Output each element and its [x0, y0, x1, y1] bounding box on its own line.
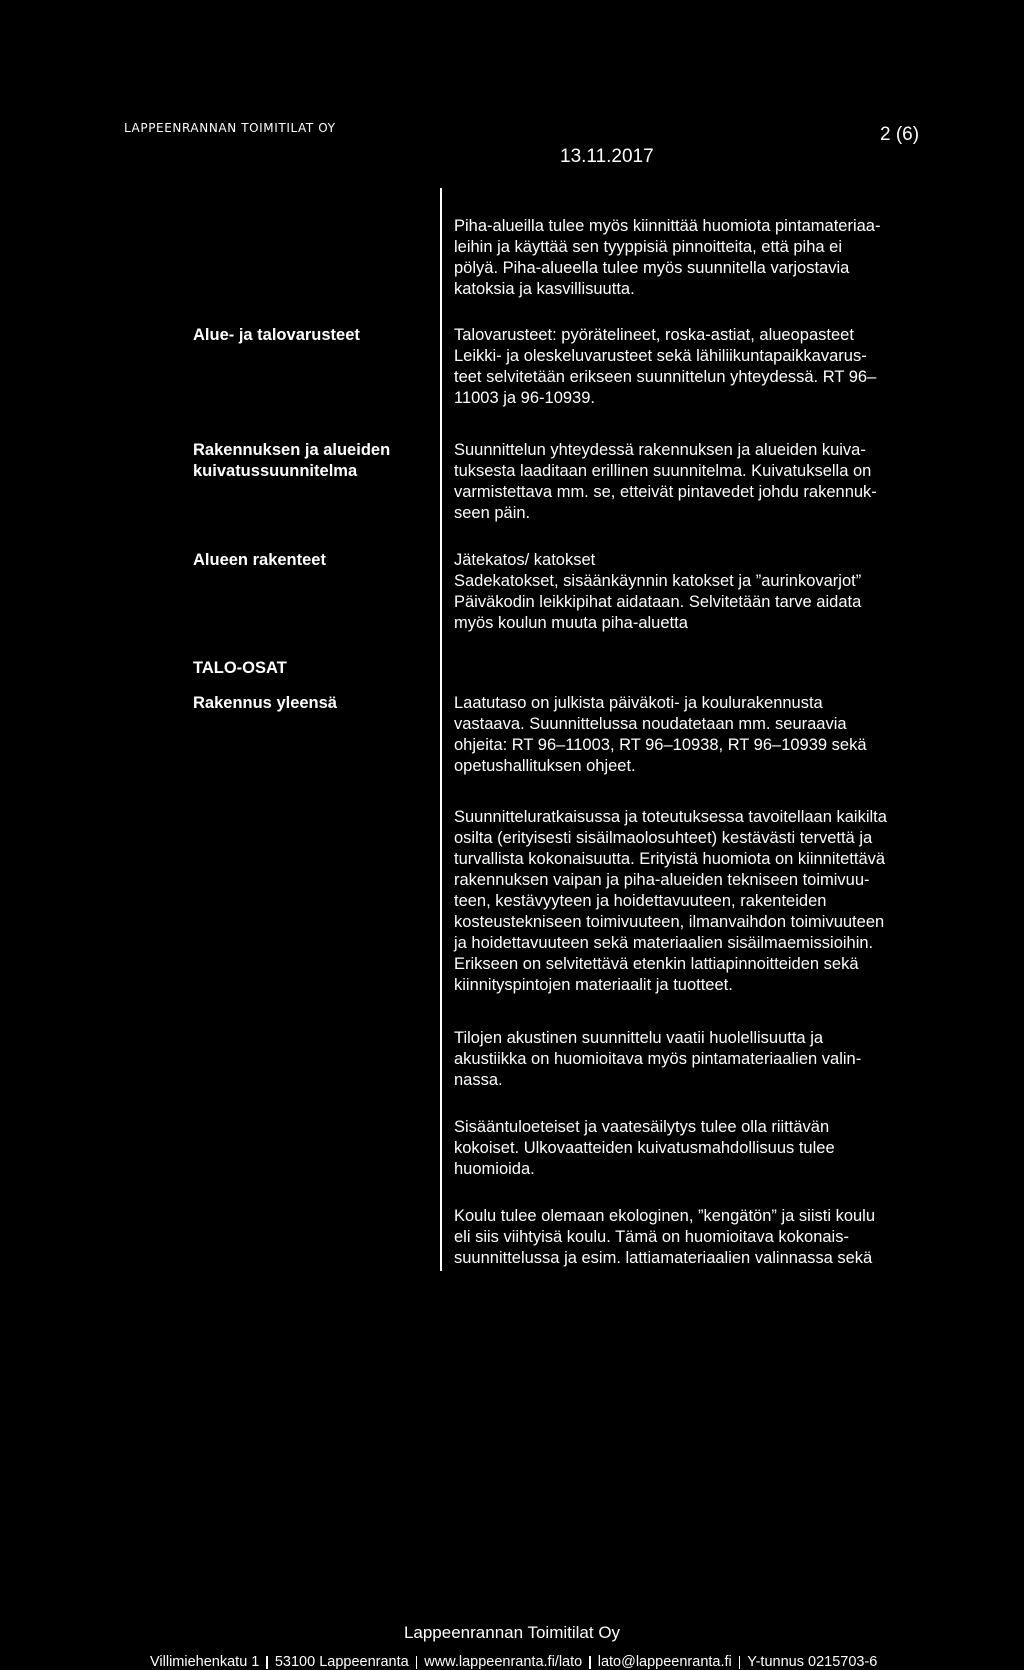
label-alueen-rakenteet: Alueen rakenteet	[193, 551, 326, 569]
label-kuivatussuunnitelma: Rakennuksen ja alueiden kuivatussuunnitelma	[193, 441, 391, 480]
paragraph-piha-alueet: Piha-alueilla tulee myös kiinnittää huomiota pintamateriaa- leihin ja käyttää sen tyyppisiä pinnoitteita, että piha ei pölyä. Piha-alueella tulee myös suunnitella varjostavia katoksia ja kasvillisuutta.	[454, 217, 881, 298]
paragraph-kuivatus: Suunnittelun yhteydessä rakennuksen ja alueiden kuiva- tuksesta laaditaan erillinen suunnitelma. Kuivatuksella on varmistettava mm. se, etteivät pintavedet johdu rakennuk- seen päin.	[454, 441, 877, 522]
paragraph-sisaantuloeteiset: Sisääntuloeteiset ja vaatesäilytys tulee olla riittävän kokoiset. Ulkovaatteiden kuivatusmahdollisuus tulee huomioida.	[454, 1118, 835, 1178]
label-alue-ja-talovarusteet: Alue- ja talovarusteet	[193, 326, 360, 344]
footer-email-link[interactable]: lato@lappeenranta.fi	[597, 1654, 732, 1670]
footer-separator	[416, 1656, 418, 1669]
footer-postal: 53100 Lappeenranta	[274, 1654, 409, 1670]
document-date: 13.11.2017	[560, 146, 654, 167]
label-rakennus-yleensa: Rakennus yleensä	[193, 694, 337, 712]
page-number: 2 (6)	[880, 124, 920, 145]
paragraph-suunnitteluratkaisu: Suunnitteluratkaisussa ja toteutuksessa tavoitellaan kaikilta osilta (erityisesti sisäilmaolosuhteet) kestävästi tervettä ja turvallista kokonaisuutta. Erityistä huomiota on kiinnitettävä rakennuksen vaipan ja piha-alueiden tekniseen toimivuu- teen, kestävyyteen ja hoidettavuuteen, rakenteiden kosteustekniseen toimivuuteen, ilmanvaihdon toimivuuteen ja hoidettavuuteen sekä materiaalien sisäilmaemissioihin. Erikseen on selvitettävä etenkin lattiapinnoitteiden sekä kiinnityspintojen materiaalit ja tuotteet.	[454, 808, 887, 994]
paragraph-akustiikka: Tilojen akustinen suunnittelu vaatii huolellisuutta ja akustiikka on huomioitava myös pintamateriaalien valin- nassa.	[454, 1029, 862, 1089]
footer-address: Villimiehenkatu 1	[150, 1654, 260, 1670]
paragraph-alueen-rakenteet: Jätekatos/ katokset Sadekatokset, sisäänkäynnin katokset ja ”aurinkovarjot” Päiväkodin leikkipihat aidataan. Selvitetään tarve aidata myös koulun muuta piha-aluetta	[454, 551, 862, 632]
footer-separator	[739, 1656, 741, 1669]
footer-company: Lappeenrannan Toimitilat Oy	[403, 1623, 621, 1642]
paragraph-laatutaso: Laatutaso on julkista päiväkoti- ja koulurakennusta vastaava. Suunnittelussa noudatetaan mm. seuraavia ohjeita: RT 96–11003, RT 96–10938, RT 96–10939 sekä opetushallituksen ohjeet.	[454, 694, 867, 775]
label-talo-osat: TALO-OSAT	[193, 659, 287, 677]
footer-contacts	[150, 1654, 877, 1670]
company-header: LAPPEENRANNAN TOIMITILAT OY	[124, 121, 336, 135]
footer-business-id: Y-tunnus 0215703-6	[747, 1654, 878, 1670]
footer-website-link[interactable]: www.lappeenranta.fi/lato	[424, 1654, 583, 1670]
column-divider	[440, 188, 442, 1271]
paragraph-ekologinen-koulu: Koulu tulee olemaan ekologinen, ”kengätön” ja siisti koulu eli siis viihtyisä koulu. Tämä on huomioitava kokonais- suunnittelussa ja esim. lattiamateriaalien valinnassa sekä	[454, 1207, 876, 1267]
footer-separator	[589, 1656, 591, 1669]
footer-separator	[266, 1656, 268, 1669]
paragraph-talovarusteet: Talovarusteet: pyörätelineet, roska-astiat, alueopasteet Leikki- ja oleskeluvarusteet sekä lähiliikuntapaikkavarus- teet selvitetään erikseen suunnittelun yhteydessä. RT 96– 11003 ja 96-10939.	[454, 326, 877, 407]
